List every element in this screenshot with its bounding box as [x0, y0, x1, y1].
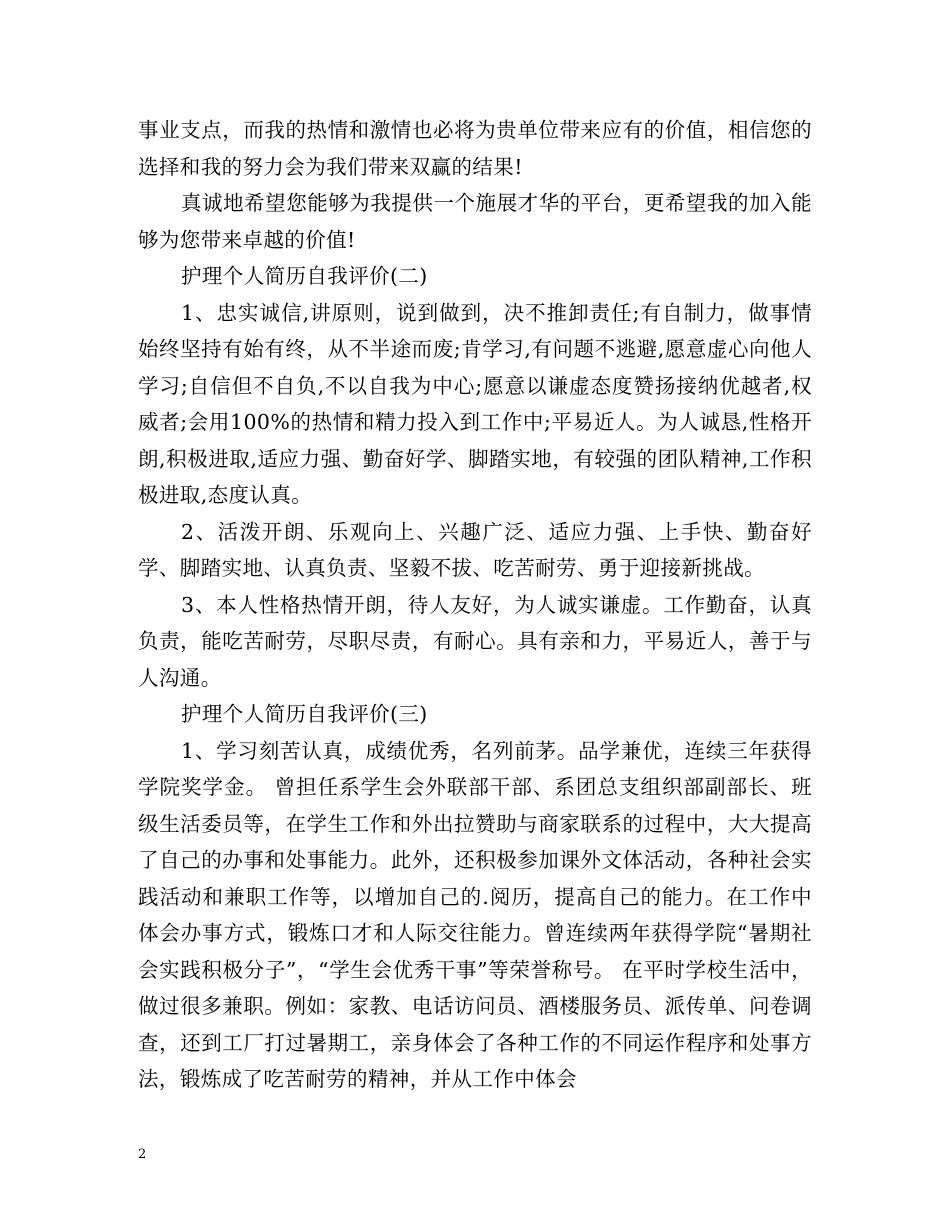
- paragraph-3: 1、忠实诚信,讲原则，说到做到，决不推卸责任;有自制力，做事情始终坚持有始有终，从不半途而废;肯学习,有问题不逃避,愿意虚心向他人学习;自信但不自负,不以自我为中心;愿意以谦虚态度赞扬接纳优越者,权威者;会用100%的热情和精力投入到工作中;平易近人。为人诚恳,性格开朗,积极进取,适应力强、勤奋好学、脚踏实地，有较强的团队精神,工作积极进取,态度认真。: [138, 300, 812, 507]
- section-heading-2: 护理个人简历自我评价(二): [181, 264, 428, 288]
- paragraph-5: 3、本人性格热情开朗，待人友好，为人诚实谦虚。工作勤奋，认真负责，能吃苦耐劳，尽职尽责，有耐心。具有亲和力，平易近人，善于与人沟通。: [138, 592, 812, 690]
- section-heading-3: 护理个人简历自我评价(三): [181, 702, 428, 726]
- paragraph-4: 2、活泼开朗、乐观向上、兴趣广泛、适应力强、上手快、勤奋好学、脚踏实地、认真负责、坚毅不拔、吃苦耐劳、勇于迎接新挑战。: [138, 519, 812, 580]
- paragraph-6: 1、学习刻苦认真，成绩优秀，名列前茅。品学兼优，连续三年获得学院奖学金。 曾担任系学生会外联部干部、系团总支组织部副部长、班级生活委员等，在学生工作和外出拉赞助与商家联系的过程中，大大提高了自己的办事和处事能力。此外，还积极参加课外文体活动，各种社会实践活动和兼职工作等，以增加自己的.阅历，提高自己的能力。在工作中体会办事方式，锻炼口才和人际交往能力。曾连续两年获得学院“暑期社会实践积极分子”，“学生会优秀干事”等荣誉称号。 在平时学校生活中，做过很多兼职。例如：家教、电话访问员、酒楼服务员、派传单、问卷调查，还到工厂打过暑期工，亲身体会了各种工作的不同运作程序和处事方法，锻炼成了吃苦耐劳的精神，并从工作中体会: [138, 738, 812, 1091]
- page-number: 2: [138, 1147, 147, 1162]
- paragraph-2: 真诚地希望您能够为我提供一个施展才华的平台，更希望我的加入能够为您带来卓越的价值!: [138, 191, 812, 252]
- document-body: [138, 112, 812, 1098]
- paragraph-1: 事业支点，而我的热情和激情也必将为贵单位带来应有的价值，相信您的选择和我的努力会为我们带来双赢的结果!: [138, 118, 812, 179]
